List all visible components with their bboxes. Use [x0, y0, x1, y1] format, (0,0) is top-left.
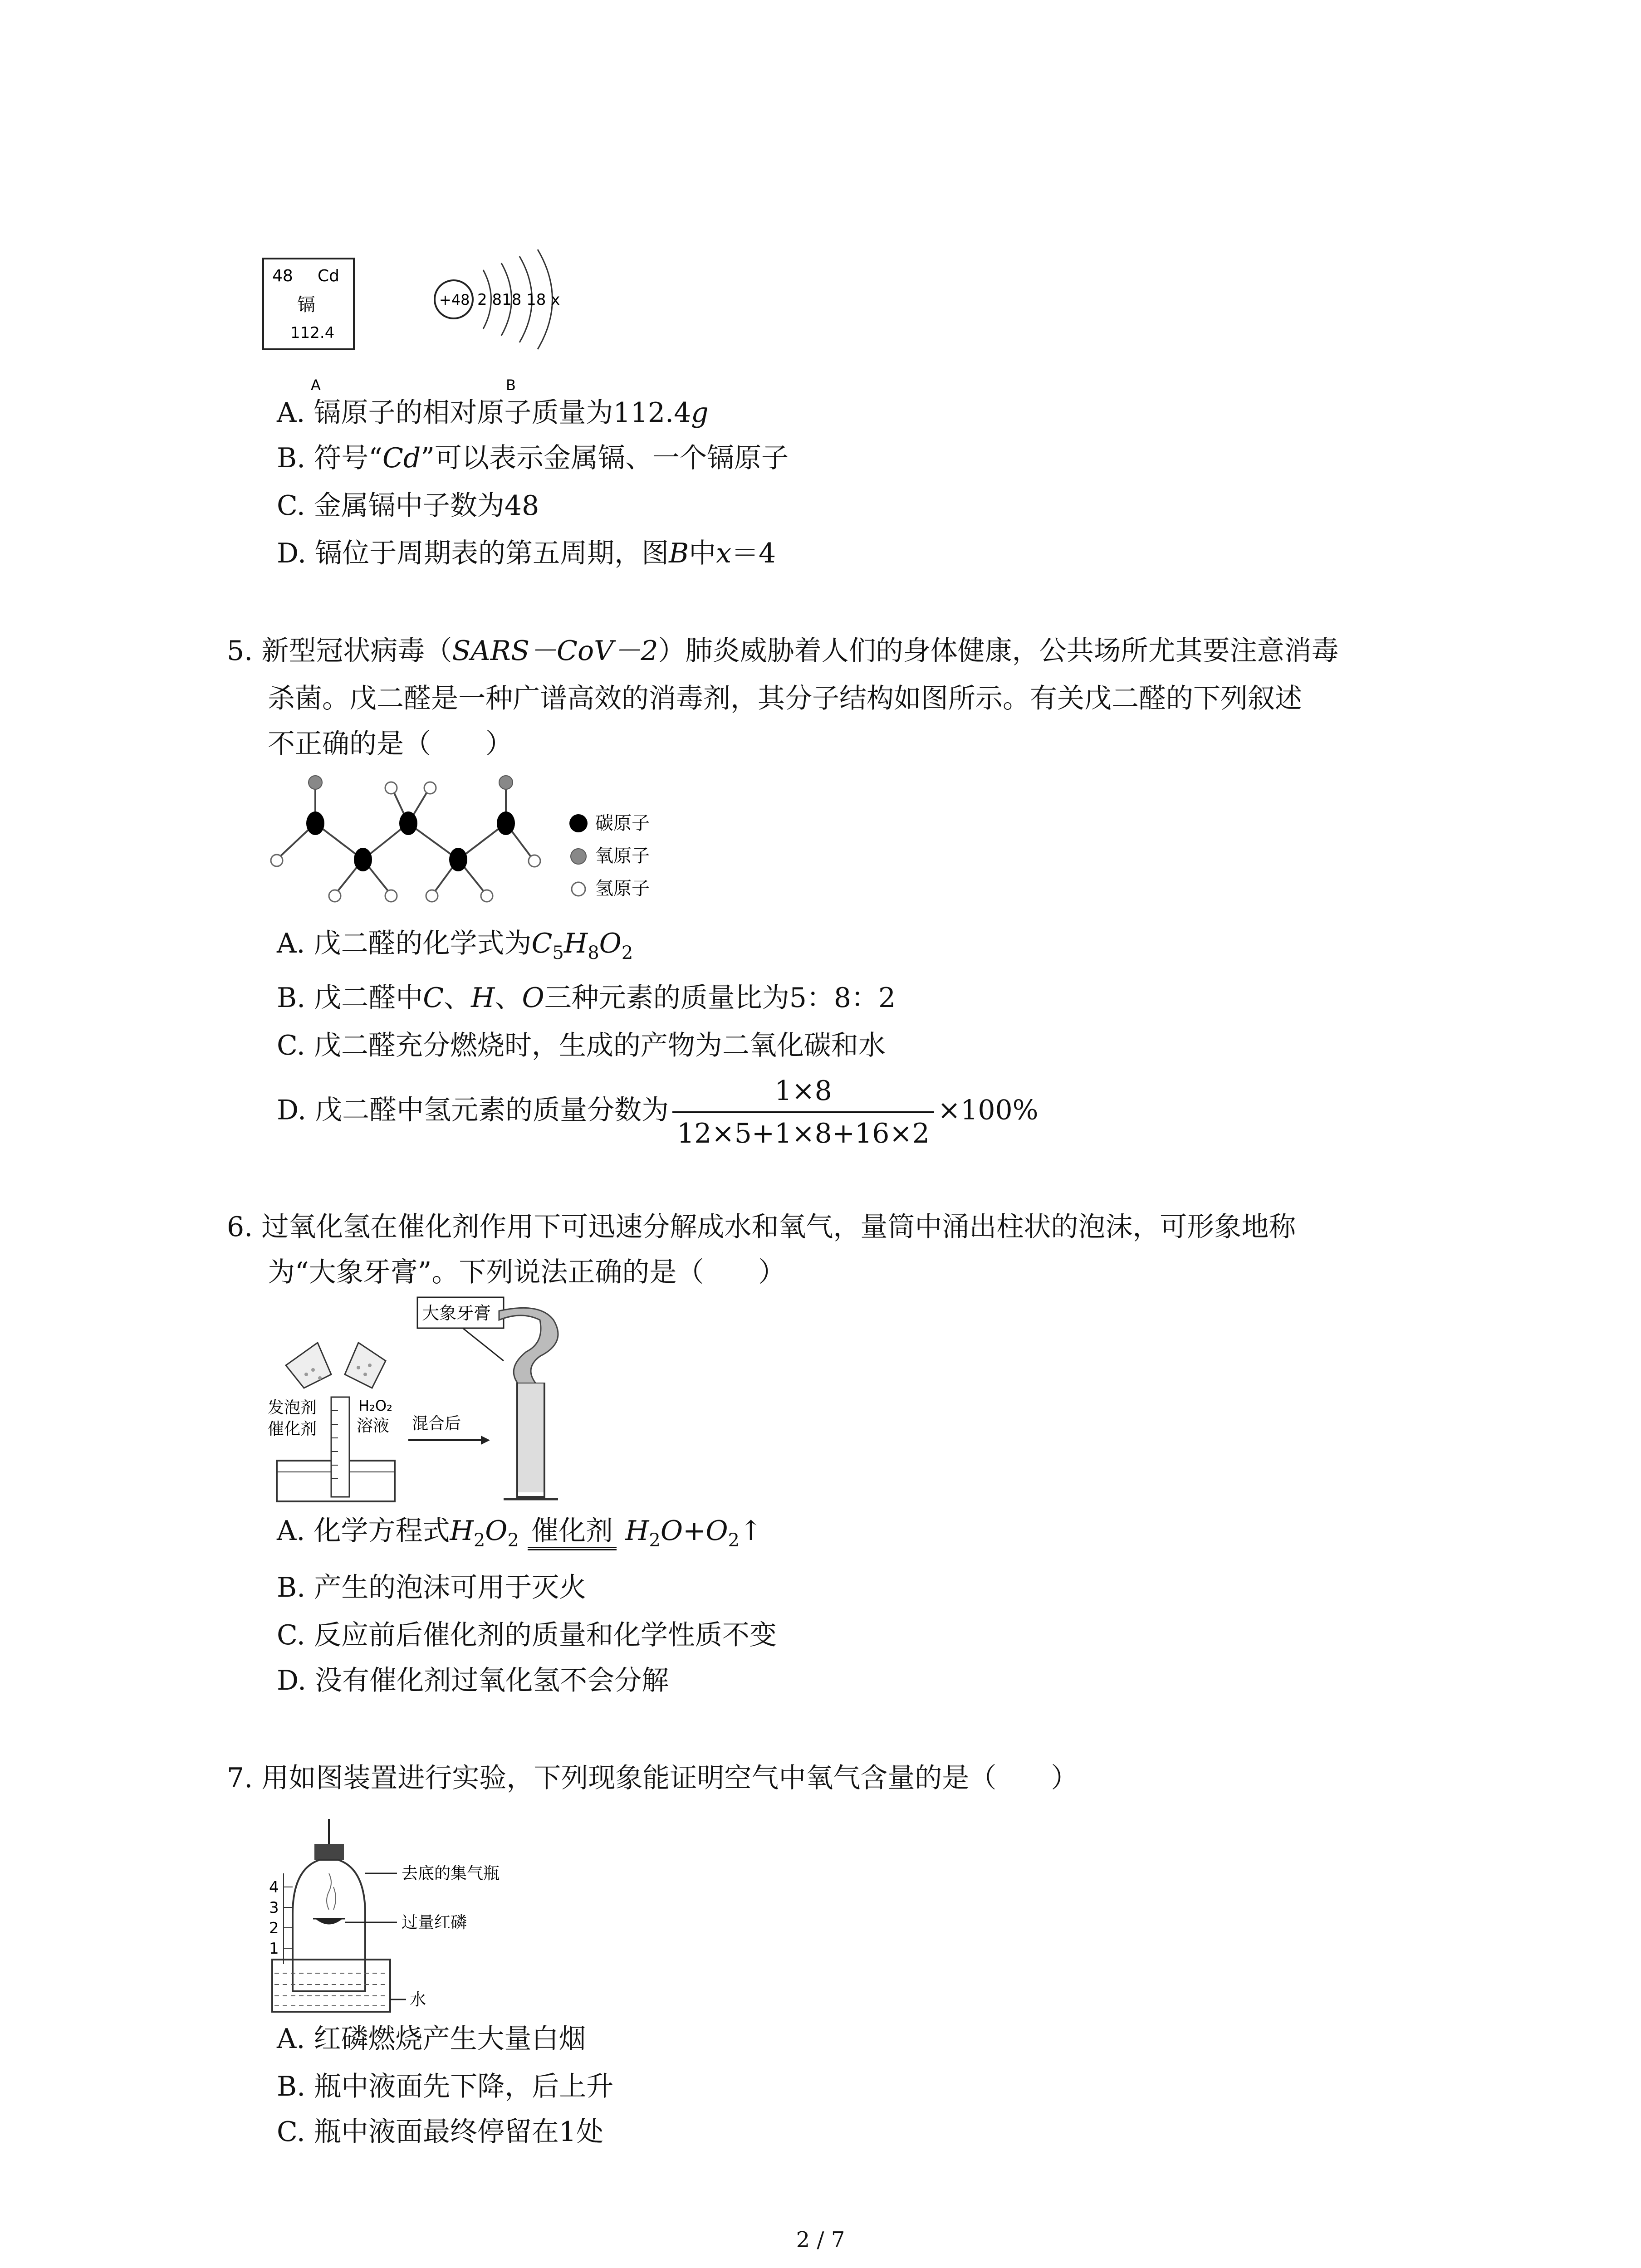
subscript: 2 [649, 1530, 661, 1551]
q4-option-b [277, 440, 789, 476]
h2o2-label: H₂O₂ [358, 1397, 392, 1414]
scale-mark-2: 2 [269, 1919, 279, 1937]
hydrogen-atom [385, 782, 397, 794]
option-text: ＝4 [731, 538, 776, 569]
q6-option-c [277, 1617, 777, 1653]
q5-stem-line2: 杀菌。戊二醛是一种广谱高效的消毒剂，其分子结构如图所示。有关戊二醛的下列叙述 [268, 683, 1302, 714]
option-prefix: D. [277, 538, 307, 569]
option-prefix: A. [277, 397, 305, 429]
carbon-atom [449, 848, 467, 871]
option-text: 反应前后催化剂的质量和化学性质不变 [314, 1619, 777, 1651]
option-text: 产生的泡沫可用于灭火 [314, 1572, 587, 1603]
separator: 、 [495, 982, 522, 1014]
tag-label: 大象牙膏 [422, 1303, 491, 1323]
scale-mark-3: 3 [269, 1899, 279, 1917]
option-text: 戊二醛充分燃烧时，生成的产物为二氧化碳和水 [314, 1030, 886, 1061]
element-symbol: H [471, 982, 495, 1014]
carbon-atom [399, 811, 417, 835]
subscript: 2 [507, 1530, 519, 1551]
scale-mark-4: 4 [269, 1878, 279, 1897]
element-symbol: Cd [318, 267, 339, 285]
option-text: ×100% [937, 1094, 1038, 1126]
variable: x [716, 538, 732, 569]
subscript: 5 [552, 943, 564, 963]
bottle-label: 去底的集气瓶 [402, 1864, 500, 1883]
legend-hydrogen-icon [572, 882, 585, 896]
subscript: 2 [621, 943, 633, 963]
legend-oxygen: 氧原子 [595, 846, 650, 866]
oxygen-atom [309, 776, 322, 789]
q5-option-c [277, 1027, 886, 1064]
element-symbol: C [423, 982, 444, 1014]
option-prefix: C. [277, 1030, 305, 1061]
option-text: 镉原子的相对原子质量为112.4 [314, 397, 691, 429]
subscript: 8 [588, 943, 599, 963]
option-text: 瓶中液面先下降，后上升 [314, 2071, 614, 2102]
q5-option-d [277, 1070, 1038, 1154]
catalyst-label: 催化剂 [268, 1420, 317, 1438]
q6-stem-line2: 为“大象牙膏”。下列说法正确的是（ ） [268, 1256, 786, 1288]
scale-mark-1: 1 [269, 1940, 279, 1958]
q5-stem-line1 [227, 633, 1339, 669]
option-text: 三种元素的质量比为5：8：2 [544, 982, 896, 1014]
hydrogen-atom [481, 890, 493, 902]
unit: g [691, 397, 709, 429]
element-symbol: H [625, 1515, 649, 1547]
water-label: 水 [410, 1990, 426, 2009]
carbon-atom [497, 811, 515, 835]
arrow-label: 混合后 [412, 1414, 461, 1433]
fraction-denominator: 12×5+1×8+16×2 [677, 1118, 930, 1149]
stopper [314, 1844, 344, 1860]
option-text: 中 [689, 538, 716, 569]
legend-carbon: 碳原子 [595, 813, 650, 834]
option-text: 没有催化剂过氧化氢不会分解 [315, 1665, 669, 1696]
option-prefix: B. [277, 1572, 306, 1603]
oxygen-atom [499, 776, 513, 789]
q4-option-a [277, 395, 709, 431]
electron-shells: 2 818 18 x [477, 291, 560, 309]
element-symbol: O [599, 928, 622, 959]
subscript: 2 [728, 1530, 740, 1551]
legend-carbon-icon [569, 814, 588, 832]
q4-option-c [277, 488, 539, 524]
label-b: B [506, 376, 516, 394]
option-text: 戊二醛的化学式为 [314, 928, 532, 959]
foam-label: 发泡剂 [268, 1398, 317, 1417]
q7-stem-line1: 7. 用如图装置进行实验，下列现象能证明空气中氧气含量的是（ ） [227, 1762, 1078, 1794]
virus-name: SARS－CoV－2 [452, 635, 658, 667]
q6-option-d [277, 1662, 669, 1699]
carbon-atom [354, 848, 372, 871]
option-prefix: D. [277, 1094, 307, 1126]
plus-sign: + [683, 1515, 706, 1547]
element-symbol: H [563, 928, 588, 959]
symbol: Cd [382, 442, 421, 474]
q7-figure [265, 1819, 583, 2023]
option-prefix: B. [277, 982, 306, 1014]
hydrogen-atom [271, 855, 283, 866]
element-symbol: C [531, 928, 553, 959]
gas-arrow-icon: ↑ [740, 1515, 763, 1547]
q6-option-b [277, 1569, 586, 1606]
q4-option-d [277, 535, 776, 572]
phosphorus-label: 过量红磷 [402, 1913, 467, 1932]
option-prefix: B. [277, 2071, 306, 2102]
option-text: 戊二醛中 [314, 982, 423, 1014]
element-mass: 112.4 [290, 324, 335, 342]
hydrogen-atom [329, 890, 341, 902]
page-number: 2 / 7 [796, 2227, 845, 2253]
option-prefix: A. [277, 1515, 305, 1547]
option-text: 戊二醛中氢元素的质量分数为 [315, 1094, 669, 1126]
hydrogen-atom [424, 782, 436, 794]
option-prefix: A. [277, 928, 305, 959]
carbon-atom [306, 811, 324, 835]
legend-oxygen-icon [571, 849, 586, 864]
q4-figure [254, 245, 599, 399]
element-symbol: O [705, 1515, 728, 1547]
option-prefix: D. [277, 1665, 307, 1696]
condition-text: 催化剂 [531, 1515, 613, 1547]
element-symbol: O [522, 982, 544, 1014]
hydrogen-atom [426, 890, 438, 902]
stem-text: ）肺炎威胁着人们的身体健康，公共场所尤其要注意消毒 [658, 635, 1339, 667]
hydrogen-atom [529, 855, 540, 867]
separator: 、 [444, 982, 471, 1014]
hydrogen-atom [385, 890, 397, 902]
element-symbol: O [660, 1515, 683, 1547]
label-a: A [311, 376, 321, 394]
option-text: 化学方程式 [314, 1515, 450, 1547]
q7-option-a [277, 2021, 586, 2057]
q5-molecule-figure [268, 771, 721, 921]
q5-option-b [277, 980, 896, 1016]
option-text: 红磷燃烧产生大量白烟 [314, 2023, 586, 2055]
q7-option-c [277, 2114, 603, 2150]
option-text: 符号“ [314, 442, 382, 474]
element-symbol: H [450, 1515, 474, 1547]
reaction-condition [528, 1515, 617, 1550]
mass-fraction [672, 1070, 934, 1154]
stem-text: 5. 新型冠状病毒（ [227, 635, 452, 667]
element-name: 镉 [297, 294, 315, 315]
option-text: 瓶中液面最终停留在1处 [314, 2116, 604, 2148]
q7-option-b [277, 2068, 613, 2105]
q6-figure [268, 1293, 640, 1515]
option-prefix: A. [277, 2023, 305, 2055]
option-text: 镉位于周期表的第五周期，图 [315, 538, 669, 569]
nucleus-charge: +48 [439, 291, 470, 308]
element-symbol: O [485, 1515, 508, 1547]
q5-option-a [277, 925, 633, 971]
legend-hydrogen: 氢原子 [595, 878, 650, 899]
solution-label: 溶液 [357, 1417, 390, 1435]
option-prefix: C. [277, 2116, 305, 2148]
variable: B [669, 538, 689, 569]
option-text: 金属镉中子数为48 [314, 490, 539, 522]
q6-stem-line1: 6. 过氧化氢在催化剂作用下可迅速分解成水和氧气，量筒中涌出柱状的泡沫，可形象地称 [227, 1211, 1296, 1243]
option-text: ”可以表示金属镉、一个镉原子 [421, 442, 789, 474]
q5-stem-line3: 不正确的是（ ） [268, 728, 513, 760]
subscript: 2 [473, 1530, 485, 1551]
option-prefix: B. [277, 442, 306, 474]
element-number: 48 [272, 267, 293, 285]
option-prefix: C. [277, 1619, 305, 1651]
option-prefix: C. [277, 490, 305, 522]
fraction-numerator: 1×8 [672, 1070, 934, 1113]
q6-option-a [277, 1513, 762, 1559]
